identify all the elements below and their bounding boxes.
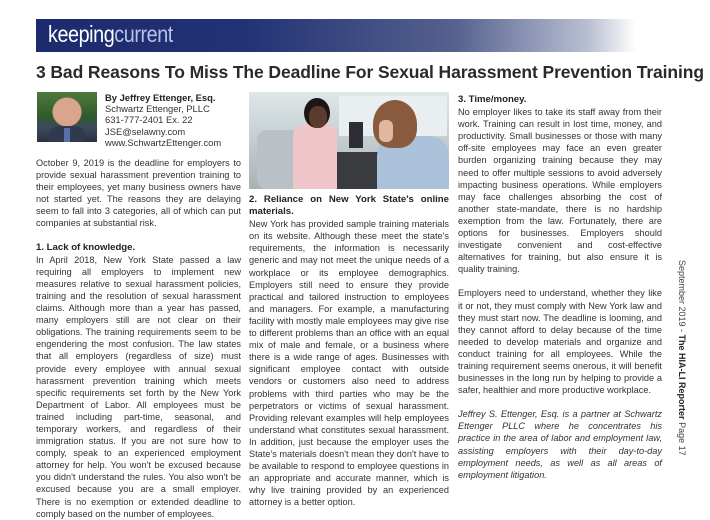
author-website[interactable]: www.SchwartzEttenger.com — [105, 136, 222, 148]
author-portrait-image — [37, 92, 97, 142]
section-1-heading: 1. Lack of knowledge. — [36, 241, 136, 253]
article-column-3 — [458, 94, 662, 481]
footer-page-number: Page 17 — [677, 419, 687, 456]
footer-date: September 2019 - — [677, 260, 687, 335]
section-2-body: New York has provided sample training materials on its website. Although these meet the state's requirements, the information is necessarily generic and may not meet the unique needs of a workplace or its employee demographics. Employers still need to ensure they provide practical and tailored instruction to employees and managers. For example, a manufacturing facility with mostly male employees may give rise to different problems than an office with an equal mix of male and female, or a business where there is a wide range of ages. Businesses with significant employee contact with outside vendors or customers also need to address problems with third parties who may be the perpetrators or victims of sexual harassment. Providing relevant examples will help employees understand what constitutes sexual harassment. In addition, just because the employer uses the State's materials doesn't mean they don't have to be available to respond to employee questions in an appropriate and accurate manner, which is why live training provided by an experienced attorney is a better option. — [249, 219, 449, 508]
section-1-body: In April 2018, New York State passed a law requiring all employers to implement new measures relative to sexual harassment policies, training and the resolution of sexual harassment claims. Although more than a year has passed, many employers still are not clear on their obligations. The training requirements seem to be engendering the most confusion. The law states that all employers (regardless of size) must provide every employee with annual sexual harassment prevention training which meets specific requirements set forth by the New York Department of Labor. All employees must be trained including part-time, seasonal, and temporary workers, and regardless of their immigration status. If you are not sure how to comply, speak to an experienced employment attorney for help. You won't be excused because you didn't understand the rules. You also won't be excused because you are a small employer. There is no exemption or extended deadline to comply based on the number of employees. — [36, 254, 241, 519]
article-photo — [249, 92, 449, 189]
author-name: By Jeffrey Ettenger, Esq. — [105, 92, 216, 103]
page-footer — [673, 260, 687, 456]
section-3-body: No employer likes to take its staff away from their work. Training can result in lost time, money, and productivity. Small businesses or those with many off-site employees may face an even greater burden organizing training because they may need to offer multiple sessions to avoid adversely impacting business operations. While employers may face challenges absorbing the cost of another state-mandate, there is no hardship exemption from the law. Fortunately, there are options for businesses. Employers should investigate convenient and cost-effective alternatives for training, but also ensure it is quality training. — [458, 107, 662, 275]
intro-paragraph: October 9, 2019 is the deadline for employers to provide sexual harassment prevention training to their employees, yet many business owners have not started yet. The reasons they are delaying seem to fall into 3 categories, all of which can put companies at substantial risk. — [36, 158, 241, 229]
author-phone: 631-777-2401 Ex. 22 — [105, 114, 193, 126]
article-column-1 — [36, 157, 241, 520]
conclusion-paragraph: Employers need to understand, whether they like it or not, they must comply with New York law and they must start now. The deadline is looming, and they cannot afford to delay because of the time needed to develop materials and organize and conduct training for all employees. While the training requirement seems onerous, it will benefit businesses in the long run by helping to provide a safer, healthier and more productive workplace. — [458, 288, 662, 396]
section-2-heading: 2. Reliance on New York State's online materials. — [249, 194, 449, 218]
section-3-heading: 3. Time/money. — [458, 94, 527, 105]
author-bio: Jeffrey S. Ettenger, Esq. is a partner at Schwartz Ettenger PLLC where he concentrates his practice in the area of labor and employment law, assisting employers with their day-to-day employment needs, as well as all areas of employment litigation. — [458, 409, 662, 480]
article-column-2 — [249, 194, 449, 508]
article-headline: 3 Bad Reasons To Miss The Deadline For Sexual Harassment Prevention Training — [36, 62, 704, 82]
section-banner — [36, 19, 636, 52]
footer-publication: The HIA-LI Reporter — [677, 334, 687, 420]
author-firm: Schwartz Ettenger, PLLC — [105, 103, 210, 115]
author-email[interactable]: JSE@selawny.com — [105, 125, 186, 137]
keeping-current-logo: keepingcurrent — [48, 21, 173, 47]
author-byline — [105, 92, 221, 148]
